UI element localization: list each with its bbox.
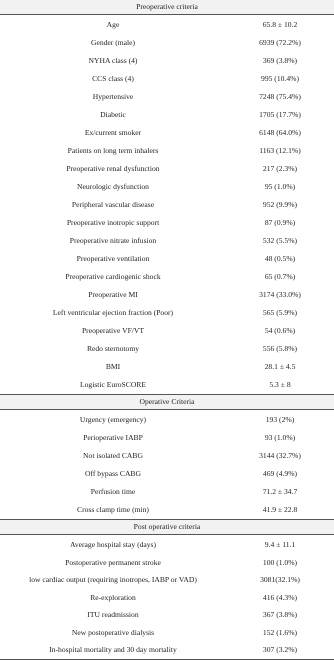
row-value: 217 (2.3%) [262, 164, 298, 173]
row-label: ITU readmission [87, 610, 139, 619]
row-label: Re-exploration [90, 592, 136, 602]
postoperative-section-heading [0, 520, 334, 534]
row-value: 41.9 ± 22.8 [262, 505, 298, 514]
row-label: CCS class (4) [92, 74, 134, 83]
row-label: In-hospital mortality and 30 day mortality [49, 645, 177, 654]
row-label: Neurologic dysfunction [77, 182, 149, 191]
row-label: BMI [105, 362, 121, 371]
table-row [0, 268, 334, 286]
row-value: 28.1 ± 4.5 [264, 362, 296, 371]
row-label: New postoperative dialysis [71, 627, 155, 637]
row-value: 416 (4.3%) [262, 592, 298, 602]
table-row [0, 536, 334, 554]
row-value: 100 (1.0%) [262, 557, 298, 567]
row-label: Perfusion time [90, 487, 136, 496]
table-row [0, 232, 334, 250]
row-label: Off bypass CABG [85, 469, 141, 478]
table-row [0, 34, 334, 52]
row-label: Peripheral vascular disease [71, 200, 155, 209]
table-row [0, 178, 334, 196]
table-row [0, 606, 334, 624]
table-row [0, 52, 334, 70]
operative-heading-rule [0, 409, 334, 410]
table-row [0, 624, 334, 642]
row-label: Ex/current smoker [84, 128, 142, 137]
row-value: 54 (0.6%) [264, 326, 296, 335]
table-row [0, 554, 334, 572]
row-label: Preoperative MI [88, 290, 138, 299]
table-row [0, 88, 334, 106]
row-label: Not isolated CABG [83, 451, 143, 460]
row-label: low cardiac output (requiring inotropes, IABP or VAD) [29, 575, 197, 584]
table-row [0, 465, 334, 483]
table-row [0, 641, 334, 659]
row-label: Gender (male) [90, 38, 136, 47]
table-row [0, 571, 334, 589]
table-row [0, 214, 334, 232]
table-row [0, 160, 334, 178]
table-row [0, 106, 334, 124]
row-value: 65.8 ± 10.2 [262, 20, 298, 29]
table-row [0, 447, 334, 465]
table-row [0, 411, 334, 429]
row-value: 1163 (12.1%) [259, 146, 301, 155]
row-value: 48 (0.5%) [264, 254, 296, 263]
section-title: Operative Criteria [139, 397, 195, 406]
row-value: 469 (4.9%) [262, 469, 298, 478]
preoperative-section-heading [0, 0, 334, 14]
row-label: Average hospital stay (days) [69, 540, 157, 549]
table-row [0, 322, 334, 340]
row-label: NYHA class (4) [88, 56, 138, 65]
table-row [0, 250, 334, 268]
row-value: 152 (1.6%) [262, 627, 298, 637]
row-label: Cross clamp time (min) [77, 505, 149, 514]
section-title: Post operative criteria [133, 522, 201, 531]
row-value: 93 (1.0%) [264, 433, 296, 442]
row-value: 367 (3.8%) [262, 610, 298, 619]
row-value: 65 (0.7%) [264, 272, 296, 281]
table-row [0, 196, 334, 214]
table-row [0, 124, 334, 142]
row-value: 307 (3.2%) [262, 645, 298, 654]
table-row [0, 358, 334, 376]
operative-section-heading [0, 395, 334, 409]
table-row [0, 70, 334, 88]
row-label: Left ventricular ejection fraction (Poor) [52, 308, 174, 317]
table-row [0, 340, 334, 358]
row-value: 1705 (17.7%) [259, 110, 301, 119]
row-value: 6939 (72.2%) [259, 38, 301, 47]
table-row [0, 286, 334, 304]
preoperative-heading-rule [0, 14, 334, 15]
row-label: Patients on long term inhalers [67, 146, 159, 155]
section-title: Preoperative criteria [136, 2, 198, 11]
row-value: 71.2 ± 34.7 [262, 487, 298, 496]
table-row [0, 589, 334, 607]
row-label: Preoperative cardiogenic shock [65, 272, 161, 281]
row-value: 565 (5.9%) [262, 308, 298, 317]
table-row [0, 501, 334, 519]
row-value: 9.4 ± 11.1 [264, 540, 296, 549]
postoperative-heading-rule [0, 534, 334, 535]
row-label: Hypertensive [92, 92, 134, 101]
row-label: Preoperative ventilation [76, 254, 150, 263]
row-label: Diabetic [100, 110, 126, 119]
row-value: 193 (2%) [265, 415, 295, 424]
row-label: Redo sternotomy [86, 344, 140, 353]
row-value: 87 (0.9%) [264, 218, 296, 227]
postoperative-section-end-rule [0, 659, 334, 660]
table-row [0, 429, 334, 447]
row-value: 95 (1.0%) [264, 182, 296, 191]
row-label: Urgency (emergency) [79, 415, 147, 424]
row-value: 7248 (75.4%) [259, 92, 301, 101]
row-value: 995 (10.4%) [261, 74, 299, 83]
row-label: Postoperative permanent stroke [65, 557, 161, 567]
table-row [0, 304, 334, 322]
row-value: 369 (3.8%) [262, 56, 298, 65]
row-value: 3174 (33.0%) [259, 290, 301, 299]
row-value: 532 (5.5%) [262, 236, 298, 245]
table-row [0, 142, 334, 160]
row-label: Preoperative nitrate infusion [69, 236, 157, 245]
row-label: Preoperative inotropic support [66, 218, 160, 227]
row-value: 3081(32.1%) [260, 575, 300, 584]
table-row [0, 483, 334, 501]
row-value: 3144 (32.7%) [259, 451, 301, 460]
row-label: Preoperative renal dysfunction [66, 164, 160, 173]
row-label: Preoperative VF/VT [81, 326, 145, 335]
row-value: 6148 (64.0%) [259, 128, 301, 137]
row-value: 952 (9.9%) [262, 200, 298, 209]
table-row [0, 16, 334, 34]
row-value: 556 (5.8%) [262, 344, 298, 353]
table-row [0, 376, 334, 394]
row-value: 5.3 ± 8 [269, 380, 291, 389]
row-label: Age [106, 20, 120, 29]
row-label: Perioperative IABP [83, 433, 143, 442]
row-label: Logistic EuroSCORE [79, 380, 147, 389]
